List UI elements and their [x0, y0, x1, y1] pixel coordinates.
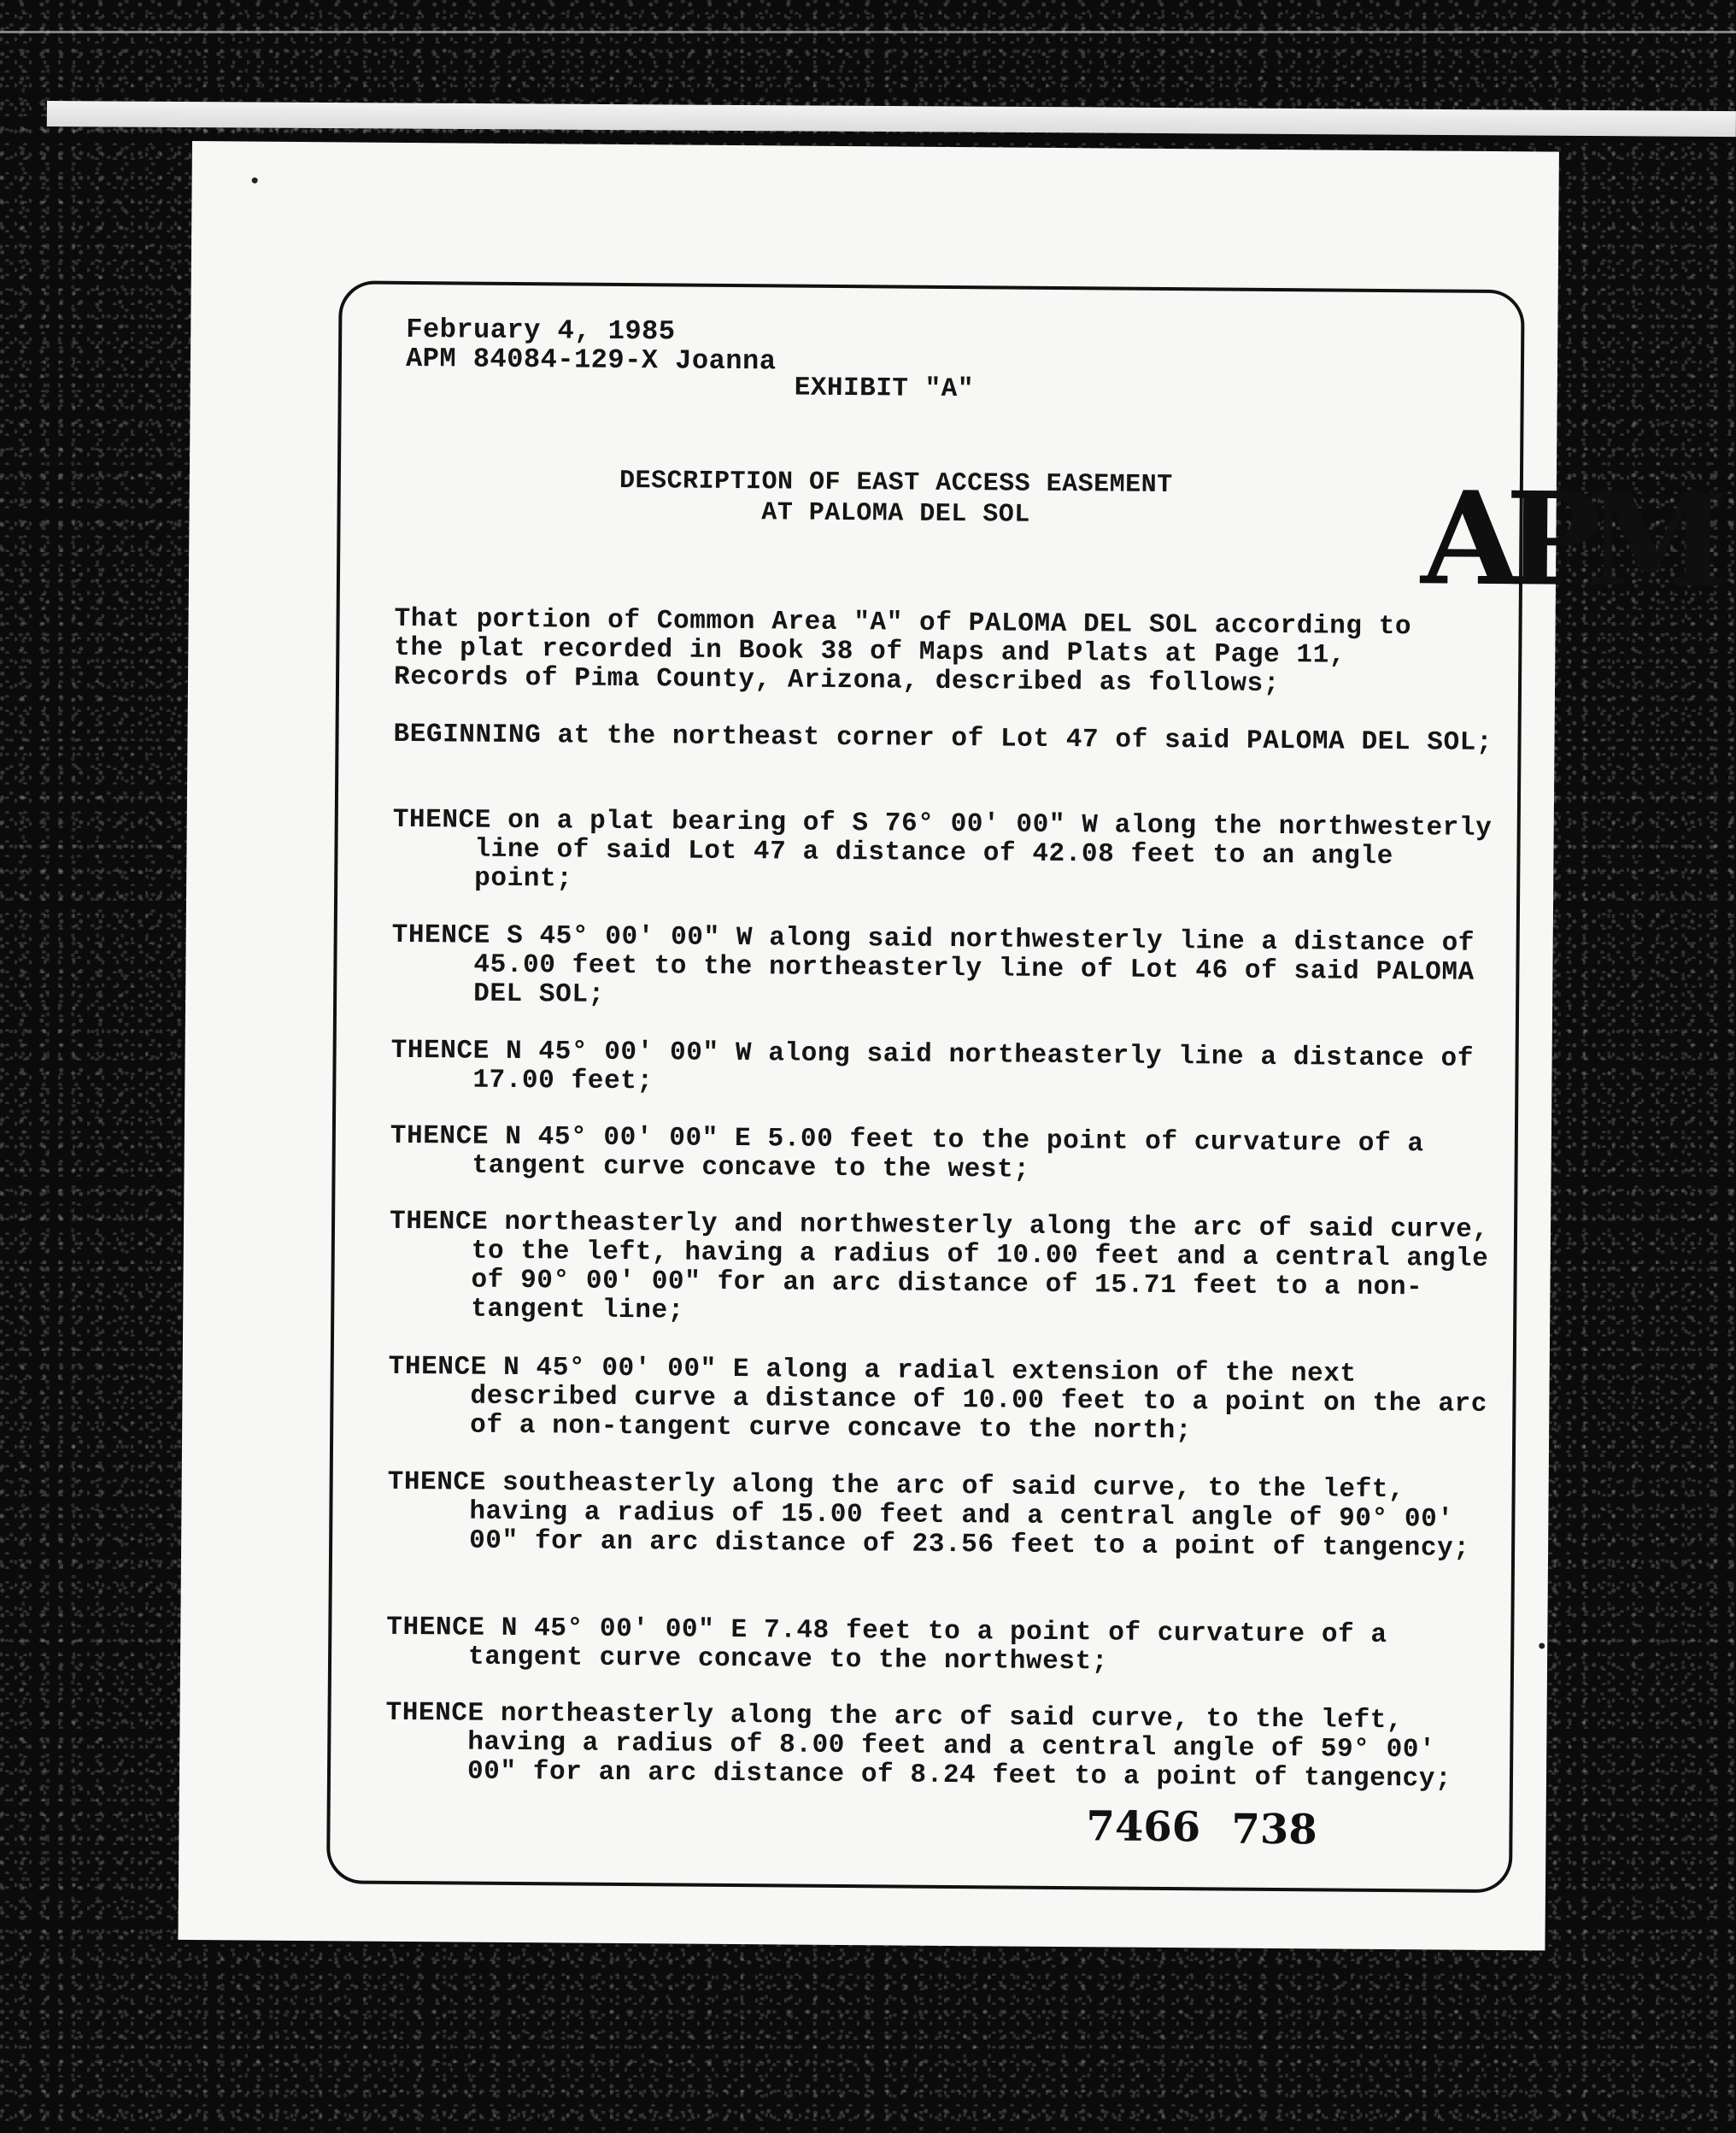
scan-top-line	[0, 31, 1736, 33]
document-frame	[326, 280, 1714, 1893]
paragraph-thence-9: THENCE northeasterly along the arc of said curve, to the left, having a radius of 8.00 feet and a central angle of 59° 00' 00" for an arc distance of 8.24 feet to a point of tangency;	[385, 1697, 1452, 1795]
document-title-line2: AT PALOMA DEL SOL	[761, 498, 1031, 530]
paragraph-thence-6: THENCE N 45° 00' 00" E along a radial extension of the next described curve a distance of 10.00 feet to a point on the arc of a non-tangent curve concave to the north;	[388, 1351, 1488, 1447]
apm-logo	[1420, 463, 1714, 616]
document-page	[178, 141, 1714, 1951]
legal-description-body	[385, 603, 1493, 1795]
paragraph-beginning: BEGINNING at the northeast corner of Lot 47 of said PALOMA DEL SOL;	[393, 719, 1493, 758]
page-number-left: 7466	[1086, 1802, 1201, 1852]
paragraph-thence-1: THENCE on a plat bearing of S 76° 00' 00" W along the northwesterly line of said Lot 47 a distance of 42.08 feet to an angle point;	[392, 804, 1493, 895]
paragraph-thence-2: THENCE S 45° 00' 00" W along said northwesterly line a distance of 45.00 feet to the northeasterly line of Lot 46 of said PALOMA DEL SOL;	[391, 920, 1475, 1010]
scan-speck	[252, 178, 258, 184]
scan-speck	[1539, 1642, 1545, 1648]
exhibit-label: EXHIBIT "A"	[794, 373, 975, 405]
document-reference: APM 84084-129-X Joanna	[405, 342, 777, 378]
document-date: February 4, 1985	[406, 313, 676, 348]
paragraph-thence-7: THENCE southeasterly along the arc of said curve, to the left, having a radius of 15.00 feet and a central angle of 90° 00' 00" for an arc distance of 23.56 feet to a point of tangency;	[387, 1466, 1470, 1564]
paragraph-thence-8: THENCE N 45° 00' 00" E 7.48 feet to a point of curvature of a tangent curve concave to the northwest;	[386, 1612, 1387, 1678]
page-number-right: 738	[1231, 1805, 1317, 1854]
paragraph-thence-5: THENCE northeasterly and northwesterly along the arc of said curve, to the left, having a radius of 10.00 feet and a central angle of 90° 00' 00" for an arc distance of 15.71 feet to a non-tangent line;	[389, 1206, 1489, 1326]
paragraph-thence-3: THENCE N 45° 00' 00" W along said northeasterly line a distance of 17.00 feet;	[390, 1035, 1475, 1097]
document-title-line1: DESCRIPTION OF EAST ACCESS EASEMENT	[619, 466, 1173, 501]
apm-logo-text: APM	[1420, 463, 1714, 616]
paragraph-thence-4: THENCE N 45° 00' 00" E 5.00 feet to the point of curvature of a tangent curve concave to the west;	[390, 1120, 1424, 1185]
paragraph-intro: That portion of Common Area "A" of PALOMA DEL SOL according to the plat recorded in Book 38 of Maps and Plats at Page 11, Records of Pima County, Arizona, described as follows;	[393, 603, 1412, 700]
scan-paper-strip	[47, 101, 1736, 137]
